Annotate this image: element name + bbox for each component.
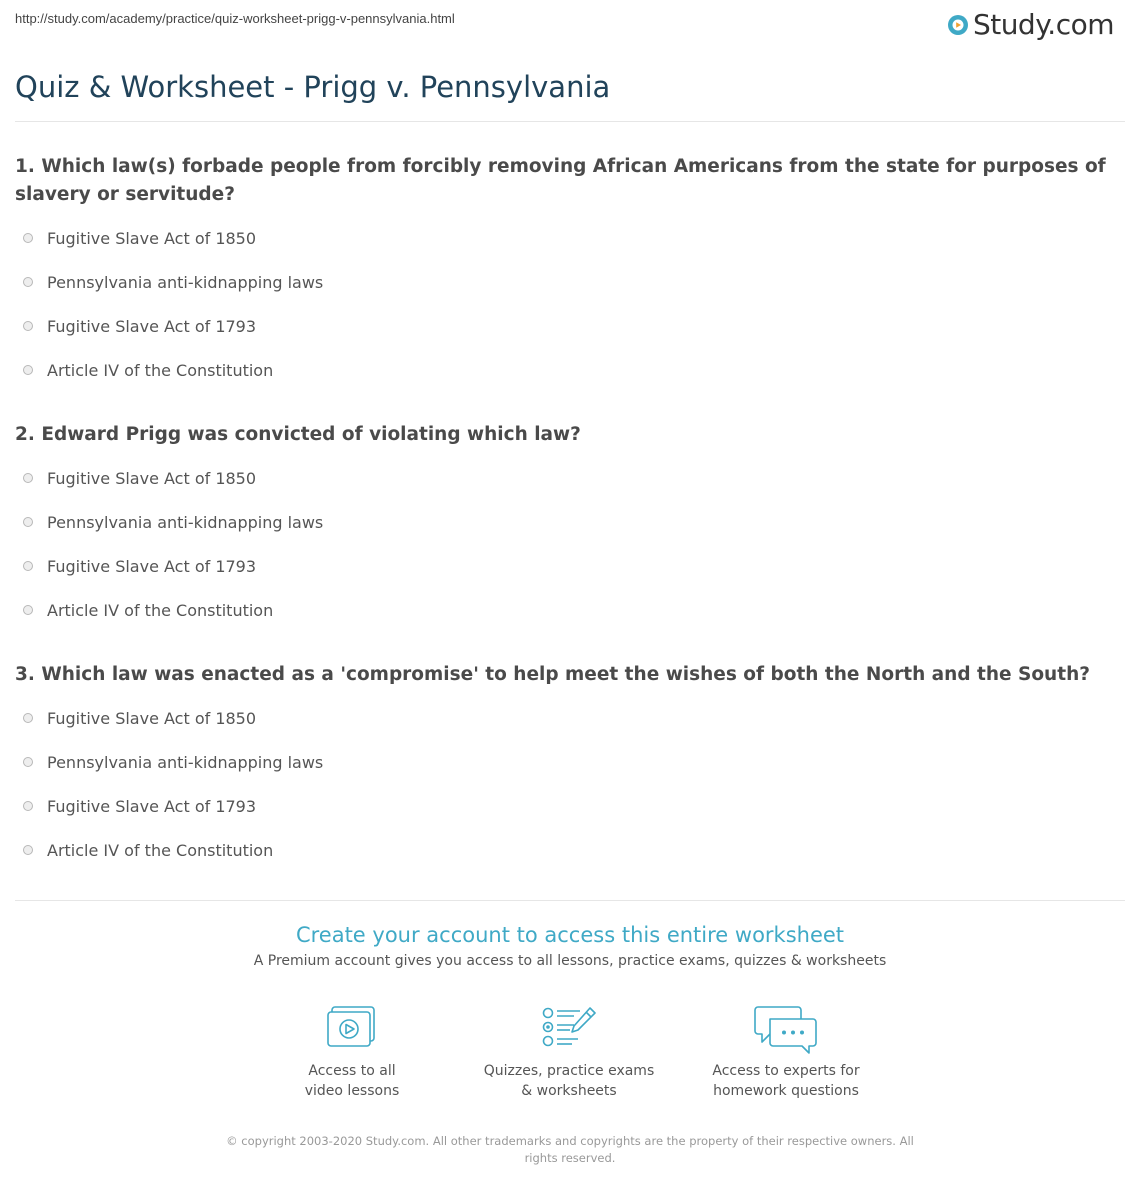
cta-divider [15, 900, 1125, 901]
chat-bubbles-icon [754, 1005, 818, 1055]
option-label: Article IV of the Constitution [47, 600, 274, 620]
question-3: 3. Which law was enacted as a 'compromise' to help meet the wishes of both the North and the South? [15, 664, 1090, 685]
q2-option-2[interactable] [23, 511, 323, 533]
study-logo[interactable] [947, 8, 1114, 41]
option-label: Fugitive Slave Act of 1850 [47, 468, 257, 488]
premium-description: A Premium account gives you access to all lessons, practice exams, quizzes & worksheets [253, 953, 887, 969]
question-2: 2. Edward Prigg was convicted of violating which law? [15, 424, 581, 445]
q2-option-4[interactable] [23, 599, 273, 621]
radio-button[interactable] [23, 517, 33, 527]
page-url: http://study.com/academy/practice/quiz-worksheet-prigg-v-pennsylvania.html [15, 11, 455, 26]
feature-line: Quizzes, practice exams [483, 1063, 655, 1079]
q1-option-3[interactable] [23, 315, 256, 337]
feature-line: & worksheets [521, 1083, 617, 1099]
radio-button[interactable] [23, 713, 33, 723]
question-1: 1. Which law(s) forbade people from forcibly removing African Americans from the state for purposes of slavery or servitude? [15, 156, 1106, 205]
q3-option-4[interactable] [23, 839, 273, 861]
q1-option-4[interactable] [23, 359, 273, 381]
radio-button[interactable] [23, 561, 33, 571]
logo-text: Study.com [972, 8, 1114, 41]
video-lesson-icon [326, 1005, 378, 1051]
feature-line: Access to experts for [712, 1063, 860, 1079]
option-label: Pennsylvania anti-kidnapping laws [47, 752, 324, 772]
play-logo-icon [947, 14, 969, 36]
feature-line: video lessons [304, 1083, 400, 1099]
feature-line: homework questions [713, 1083, 859, 1099]
radio-button[interactable] [23, 605, 33, 615]
option-label: Fugitive Slave Act of 1793 [47, 796, 257, 816]
radio-button[interactable] [23, 801, 33, 811]
q2-option-1[interactable] [23, 467, 256, 489]
option-label: Article IV of the Constitution [47, 360, 274, 380]
q3-option-1[interactable] [23, 707, 256, 729]
feature-quizzes [459, 1005, 679, 1101]
radio-button[interactable] [23, 845, 33, 855]
option-label: Fugitive Slave Act of 1850 [47, 708, 257, 728]
q3-option-3[interactable] [23, 795, 256, 817]
title-divider [15, 121, 1125, 122]
q1-option-2[interactable] [23, 271, 323, 293]
radio-button[interactable] [23, 277, 33, 287]
radio-button[interactable] [23, 233, 33, 243]
radio-button[interactable] [23, 321, 33, 331]
radio-button[interactable] [23, 365, 33, 375]
page-title: Quiz & Worksheet - Prigg v. Pennsylvania [15, 70, 611, 104]
feature-experts [676, 1005, 896, 1101]
option-label: Article IV of the Constitution [47, 840, 274, 860]
option-label: Pennsylvania anti-kidnapping laws [47, 272, 324, 292]
copyright-notice: © copyright 2003-2020 Study.com. All other trademarks and copyrights are the property of their respective owners. All rights reserved. [226, 1134, 914, 1165]
option-label: Fugitive Slave Act of 1850 [47, 228, 257, 248]
feature-line: Access to all [308, 1063, 396, 1079]
option-label: Fugitive Slave Act of 1793 [47, 556, 257, 576]
option-label: Pennsylvania anti-kidnapping laws [47, 512, 324, 532]
quiz-checklist-icon [540, 1005, 598, 1051]
q2-option-3[interactable] [23, 555, 256, 577]
create-account-link[interactable]: Create your account to access this entire worksheet [295, 923, 845, 947]
option-label: Fugitive Slave Act of 1793 [47, 316, 257, 336]
q3-option-2[interactable] [23, 751, 323, 773]
radio-button[interactable] [23, 473, 33, 483]
radio-button[interactable] [23, 757, 33, 767]
feature-video-lessons [242, 1005, 462, 1101]
q1-option-1[interactable] [23, 227, 256, 249]
